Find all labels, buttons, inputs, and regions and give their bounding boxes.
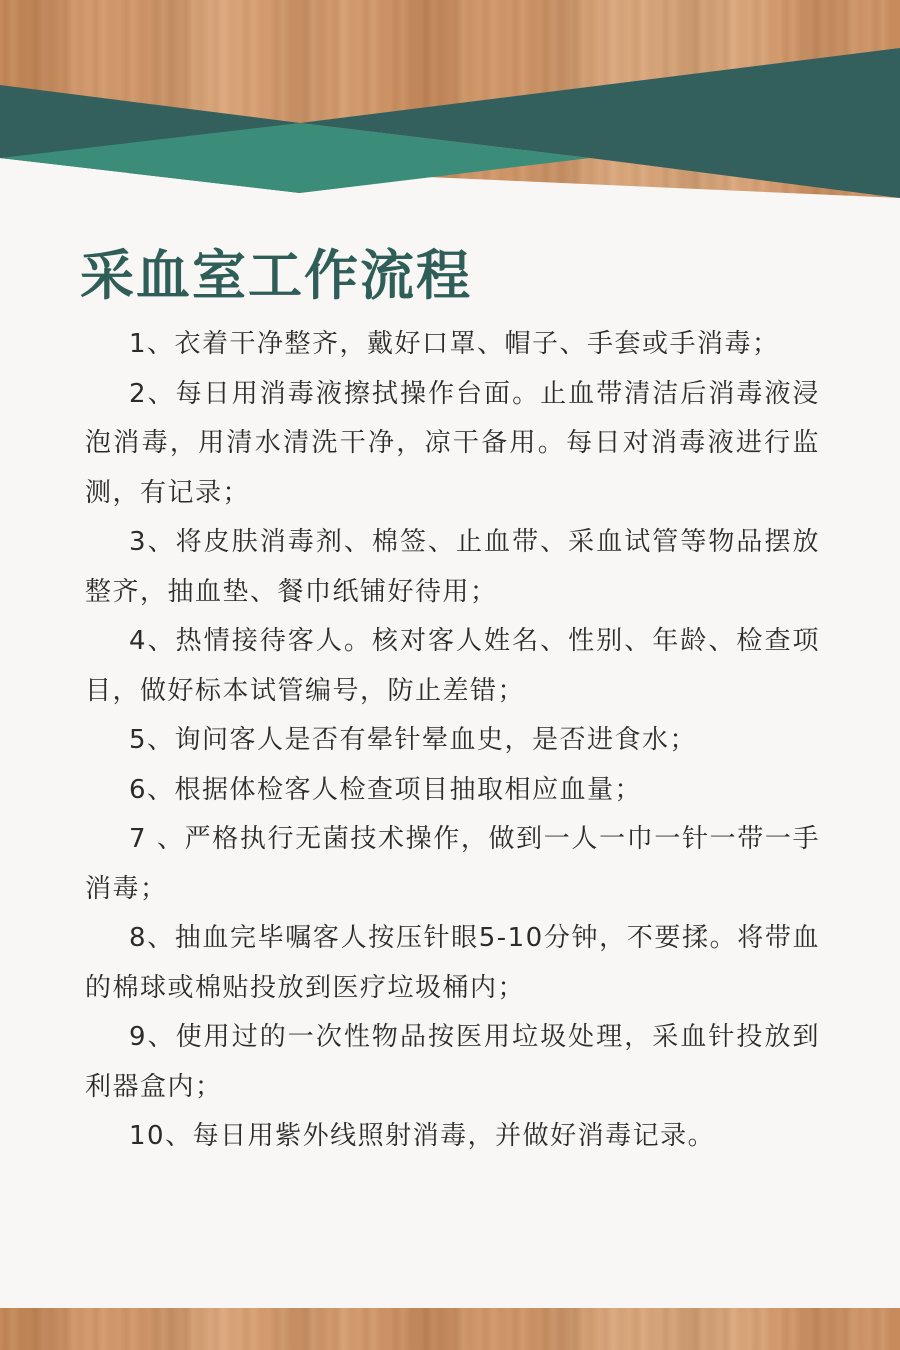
procedure-step-3: 3、将皮肤消毒剂、棉签、止血带、采血试管等物品摆放整齐，抽血垫、餐巾纸铺好待用； bbox=[85, 527, 820, 607]
procedure-step-8: 8、抽血完毕嘱客人按压针眼5-10分钟，不要揉。将带血的棉球或棉贴投放到医疗垃圾桶内； bbox=[85, 923, 820, 1003]
procedure-step-1: 1、衣着干净整齐，戴好口罩、帽子、手套或手消毒； bbox=[129, 329, 780, 359]
wood-background-bottom bbox=[0, 1308, 900, 1350]
procedure-step-7: 7 、严格执行无菌技术操作，做到一人一巾一针一带一手消毒； bbox=[85, 824, 820, 904]
procedure-step-2: 2、每日用消毒液擦拭操作台面。止血带清洁后消毒液浸泡消毒，用清水清洗干净，凉干备用。每日对消毒液进行监测，有记录； bbox=[85, 378, 820, 508]
procedure-list bbox=[85, 320, 820, 1162]
procedure-step-5: 5、询问客人是否有晕针晕血史，是否进食水； bbox=[129, 725, 698, 755]
procedure-step-10: 10、每日用紫外线照射消毒，并做好消毒记录。 bbox=[129, 1121, 716, 1151]
procedure-step-4: 4、热情接待客人。核对客人姓名、性别、年龄、检查项目，做好标本试管编号，防止差错； bbox=[85, 626, 820, 706]
procedure-step-6: 6、根据体检客人检查项目抽取相应血量； bbox=[129, 774, 643, 805]
header-banner bbox=[0, 0, 900, 200]
page-title: 采血室工作流程 bbox=[80, 244, 472, 307]
procedure-step-9: 9、使用过的一次性物品按医用垃圾处理，采血针投放到利器盒内； bbox=[85, 1022, 820, 1102]
